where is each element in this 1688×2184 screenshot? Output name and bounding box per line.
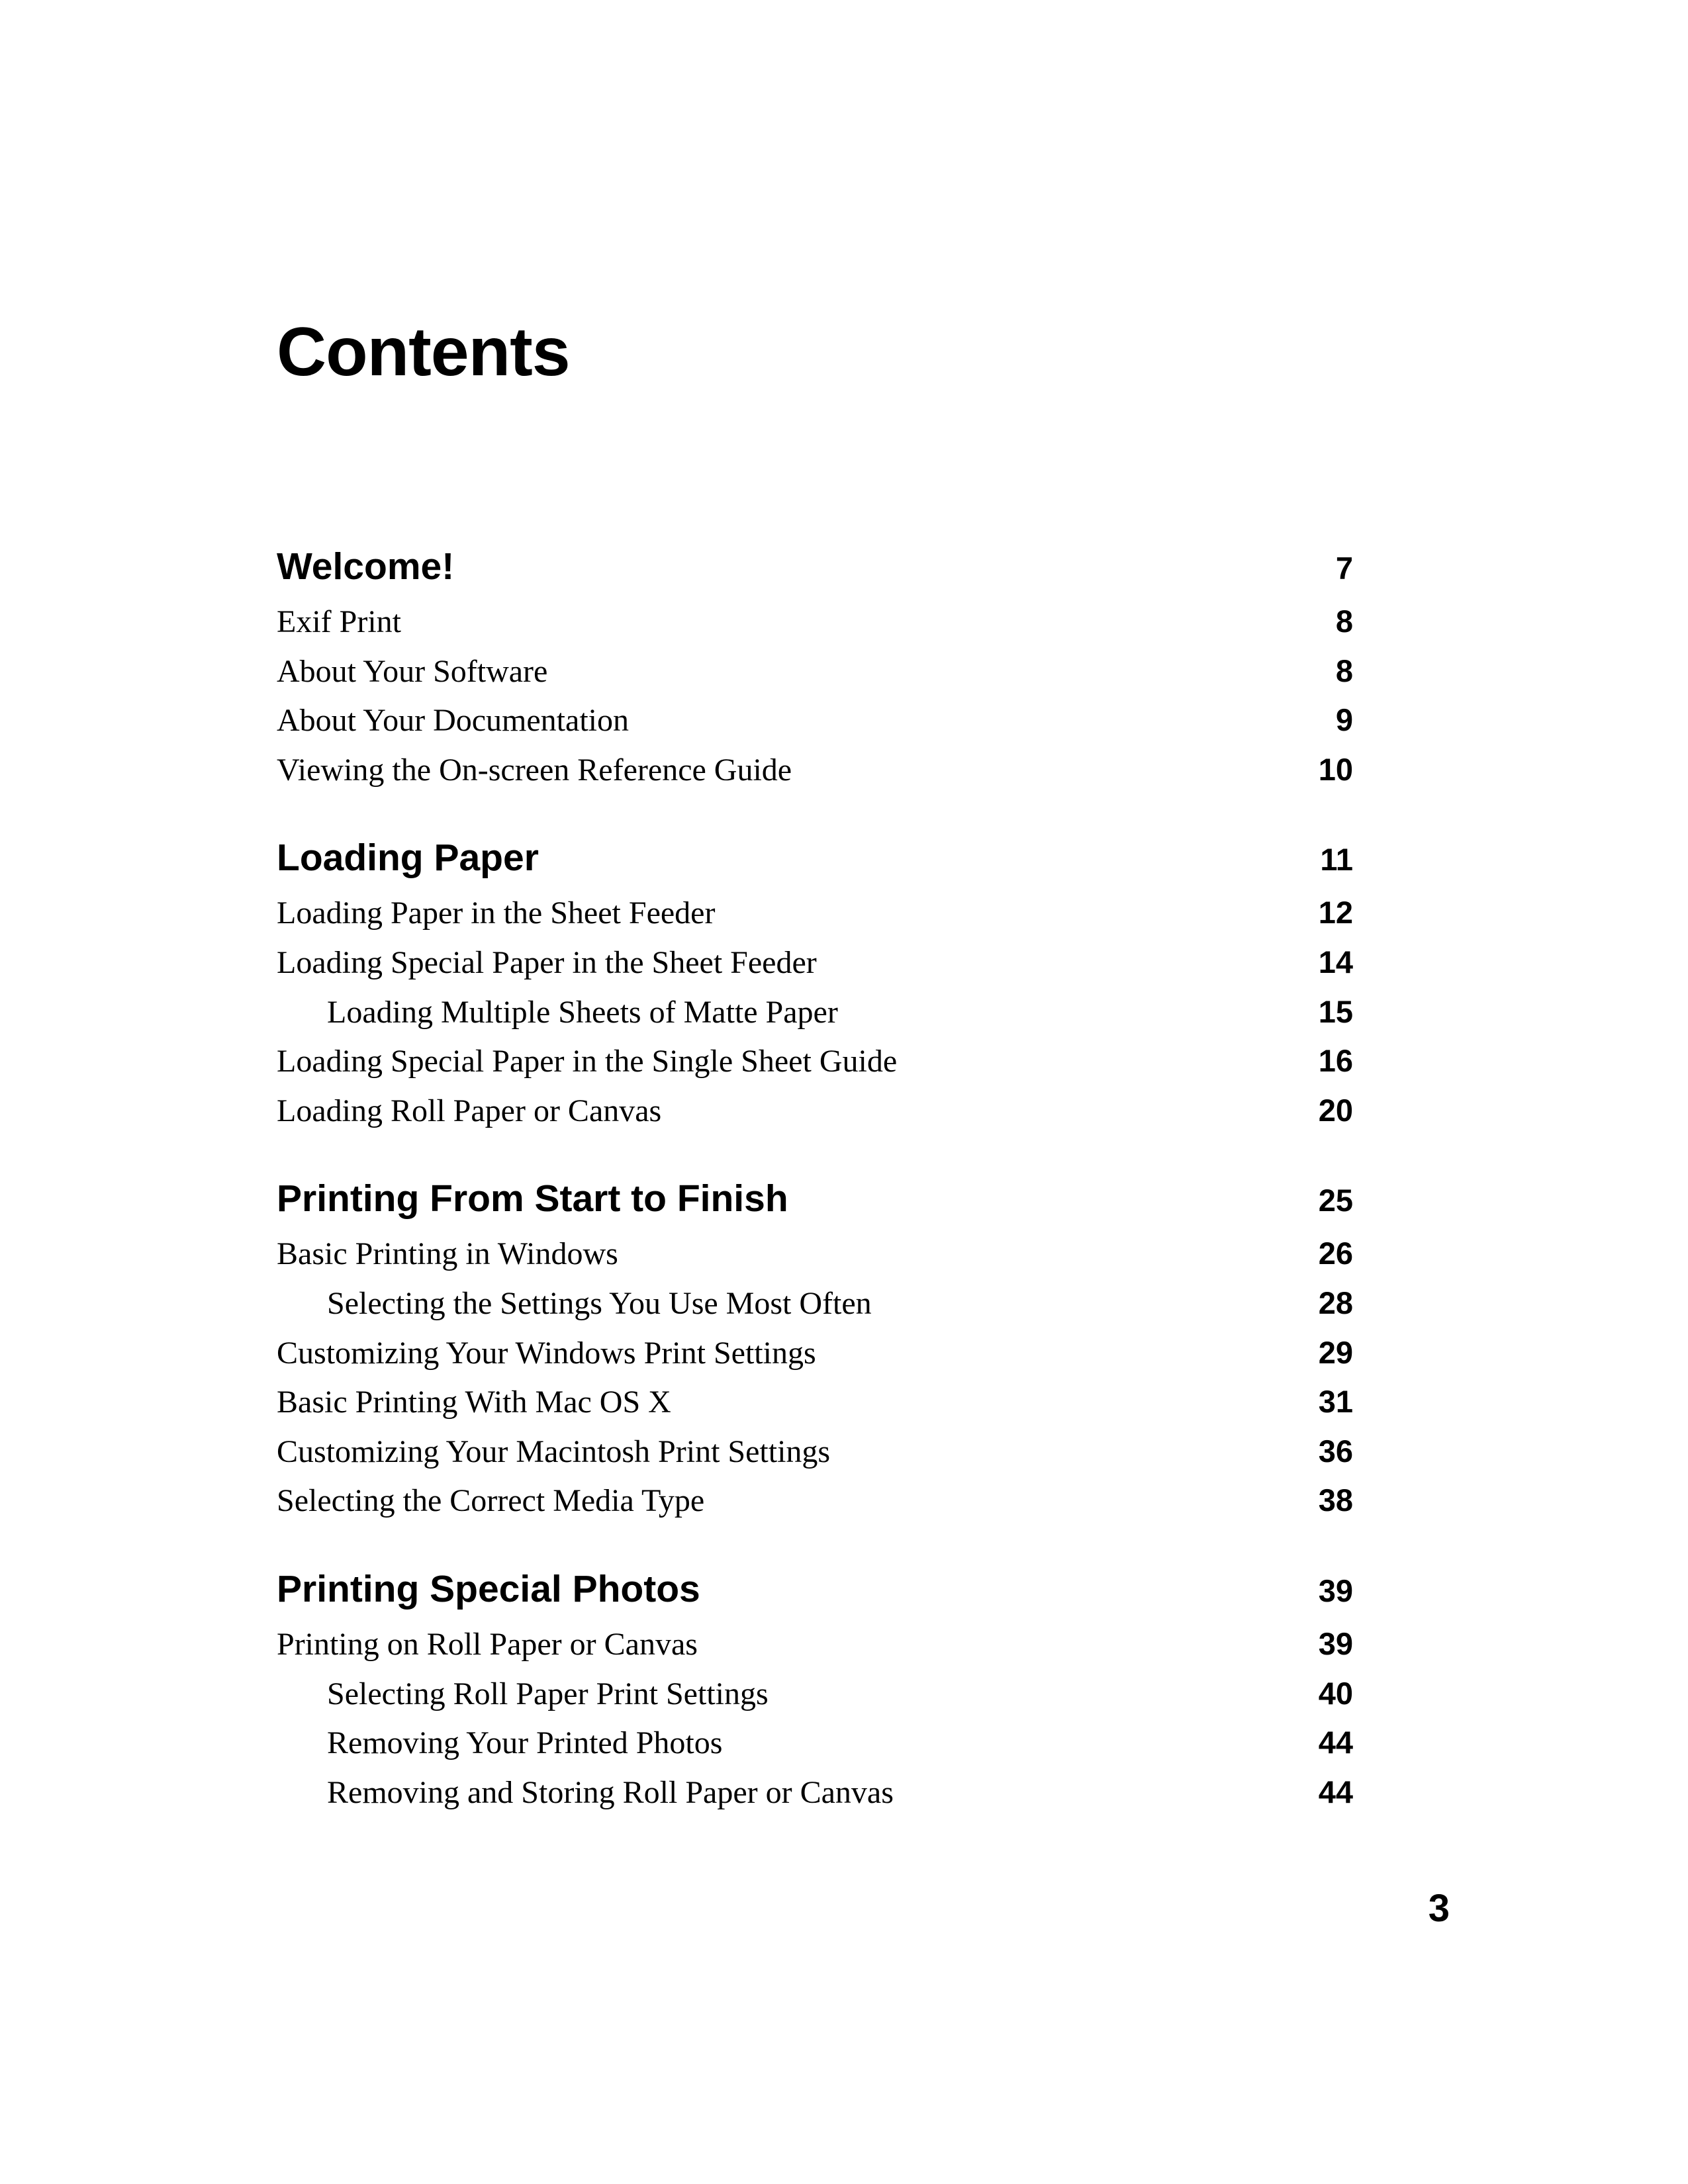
toc-section-page-number: 39 — [1318, 1572, 1353, 1608]
toc-entry-label: Loading Special Paper in the Sheet Feeder — [277, 944, 817, 980]
toc-entry-label: Basic Printing With Mac OS X — [277, 1385, 671, 1420]
toc-entry-label: Exif Print — [277, 604, 401, 639]
toc-subentry[interactable] — [277, 1279, 1353, 1328]
toc-section-page-number: 11 — [1320, 842, 1353, 878]
toc-section-printing-special-photos — [277, 1559, 1353, 1817]
toc-entry-label: Selecting Roll Paper Print Settings — [327, 1676, 769, 1711]
toc-entry-page-number: 9 — [1335, 702, 1353, 738]
toc-section-page-number: 25 — [1318, 1183, 1353, 1218]
toc-entry-page-number: 28 — [1318, 1285, 1353, 1320]
toc-entry-page-number: 44 — [1318, 1725, 1353, 1760]
toc-entry-page-number: 31 — [1318, 1384, 1353, 1420]
toc-section-heading[interactable] — [277, 536, 1353, 597]
page-number: 3 — [1428, 1887, 1450, 1930]
toc-entry[interactable] — [277, 597, 1353, 647]
toc-entry-label: Loading Paper in the Sheet Feeder — [277, 895, 716, 931]
toc-subentry[interactable] — [277, 1768, 1353, 1817]
toc-section-heading[interactable] — [277, 827, 1353, 888]
toc-section-welcome — [277, 536, 1353, 794]
toc-entry-label: Basic Printing in Windows — [277, 1236, 618, 1272]
toc-section-title: Welcome! — [277, 545, 455, 588]
toc-entry[interactable] — [277, 1086, 1353, 1136]
toc-section-page-number: 7 — [1335, 551, 1353, 586]
toc-section-title: Printing Special Photos — [277, 1567, 700, 1610]
toc-entry-page-number: 16 — [1318, 1043, 1353, 1079]
page-title: Contents — [277, 314, 570, 390]
toc-section-heading[interactable] — [277, 1559, 1353, 1619]
toc-entry-page-number: 44 — [1318, 1774, 1353, 1809]
toc-entry-page-number: 20 — [1318, 1092, 1353, 1128]
toc-entry-page-number: 8 — [1335, 604, 1353, 639]
toc-entry-label: Loading Special Paper in the Single Sheet Guide — [277, 1044, 898, 1079]
toc-section-printing-start-to-finish — [277, 1168, 1353, 1525]
toc-entry-page-number: 40 — [1318, 1675, 1353, 1711]
toc-entry-label: About Your Documentation — [277, 703, 629, 739]
toc-entry[interactable] — [277, 1229, 1353, 1279]
toc-entry-label: Selecting the Correct Media Type — [277, 1483, 705, 1519]
toc-entry[interactable] — [277, 1036, 1353, 1086]
toc-entry[interactable] — [277, 1476, 1353, 1525]
toc-entry-label: Loading Roll Paper or Canvas — [277, 1093, 662, 1128]
toc-entry[interactable] — [277, 1619, 1353, 1669]
toc-entry-label: Selecting the Settings You Use Most Often — [327, 1285, 872, 1321]
toc-entry-page-number: 39 — [1318, 1625, 1353, 1661]
toc-entry[interactable] — [277, 1377, 1353, 1427]
toc-entry-label: Printing on Roll Paper or Canvas — [277, 1626, 698, 1662]
toc-section-title: Loading Paper — [277, 837, 539, 880]
toc-entry-label: Customizing Your Windows Print Settings — [277, 1335, 816, 1371]
toc-section-loading-paper — [277, 827, 1353, 1135]
toc-entry[interactable] — [277, 1328, 1353, 1378]
toc-entry-page-number: 10 — [1318, 751, 1353, 787]
toc-section-title: Printing From Start to Finish — [277, 1177, 788, 1220]
toc-entry-label: Customizing Your Macintosh Print Settings — [277, 1433, 831, 1469]
toc-entry[interactable] — [277, 745, 1353, 795]
toc-entry-label: About Your Software — [277, 653, 548, 689]
toc-entry-page-number: 38 — [1318, 1482, 1353, 1518]
toc-section-heading[interactable] — [277, 1168, 1353, 1229]
toc-entry-label: Removing Your Printed Photos — [327, 1725, 723, 1761]
toc-entry-page-number: 29 — [1318, 1334, 1353, 1370]
toc-entry-page-number: 8 — [1335, 653, 1353, 688]
toc-entry-label: Viewing the On-screen Reference Guide — [277, 752, 792, 788]
toc-entry[interactable] — [277, 938, 1353, 987]
toc-subentry[interactable] — [277, 1718, 1353, 1768]
toc-subentry[interactable] — [277, 1669, 1353, 1719]
toc-entry-page-number: 15 — [1318, 993, 1353, 1029]
toc-entry-page-number: 36 — [1318, 1433, 1353, 1469]
toc-entry-label: Loading Multiple Sheets of Matte Paper — [327, 994, 838, 1030]
toc-entry-label: Removing and Storing Roll Paper or Canvas — [327, 1774, 894, 1810]
toc-entry-page-number: 14 — [1318, 944, 1353, 979]
toc-subentry[interactable] — [277, 987, 1353, 1037]
table-of-contents — [277, 536, 1353, 1850]
toc-entry-page-number: 12 — [1318, 895, 1353, 931]
toc-entry[interactable] — [277, 888, 1353, 938]
toc-entry[interactable] — [277, 696, 1353, 745]
toc-entry[interactable] — [277, 647, 1353, 696]
toc-entry-page-number: 26 — [1318, 1236, 1353, 1271]
toc-entry[interactable] — [277, 1427, 1353, 1477]
